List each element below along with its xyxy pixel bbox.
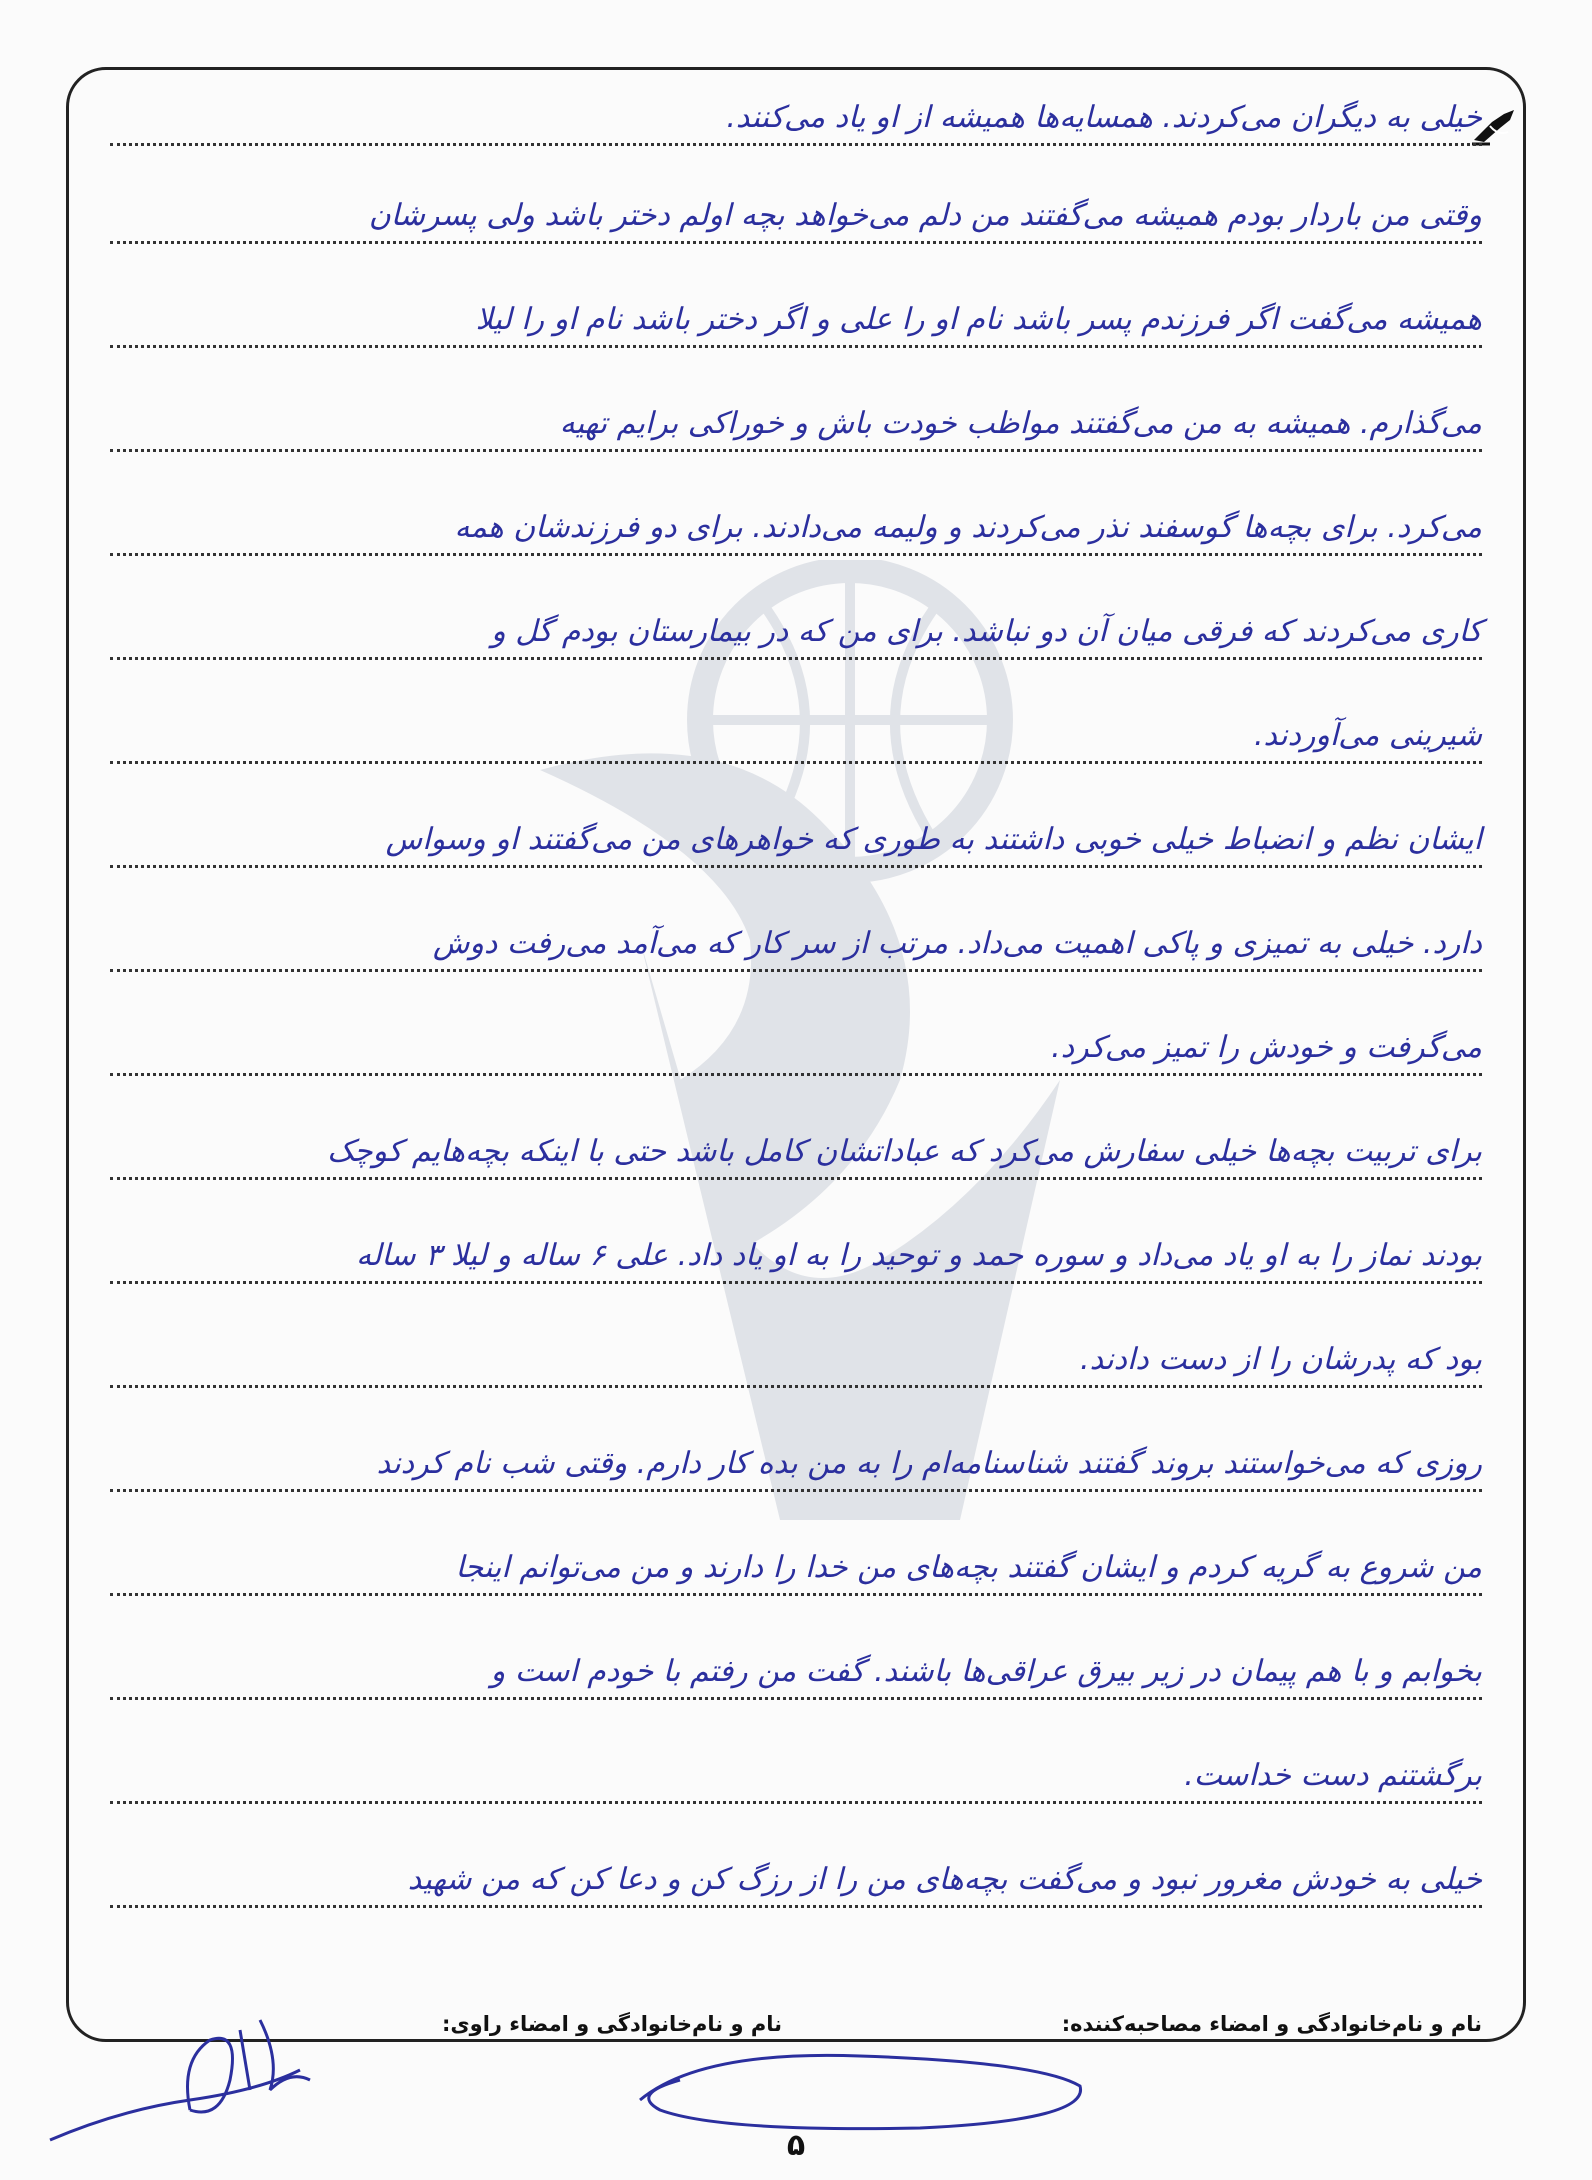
text-line bbox=[110, 1432, 1482, 1502]
text-line bbox=[110, 184, 1482, 254]
page-number: ۵ bbox=[786, 2128, 806, 2163]
line-text: روزی که می‌خواستند بروند گفتند شناسنامه‌ام را به من بده کار دارم. وقتی شب نام کردند bbox=[376, 1446, 1482, 1481]
text-line bbox=[110, 1744, 1482, 1814]
text-line bbox=[110, 704, 1482, 774]
text-line bbox=[110, 1016, 1482, 1086]
line-text: خیلی به دیگران می‌کردند. همسایه‌ها همیشه از او یاد می‌کنند. bbox=[726, 100, 1482, 135]
narrator-signature-label: نام و نام‌خانوادگی و امضاء راوی: bbox=[442, 2012, 782, 2036]
line-text: شیرینی می‌آوردند. bbox=[1253, 718, 1482, 753]
line-text: برای تربیت بچه‌ها خیلی سفارش می‌کرد که عباداتشان کامل باشد حتی با اینکه بچه‌هایم کوچک bbox=[327, 1134, 1482, 1169]
line-text: می‌کرد. برای بچه‌ها گوسفند نذر می‌کردند و ولیمه می‌دادند. برای دو فرزندشان همه bbox=[454, 510, 1482, 545]
line-text: من شروع به گریه کردم و ایشان گفتند بچه‌های من خدا را دارند و من می‌توانم اینجا bbox=[455, 1550, 1482, 1585]
handwritten-lines bbox=[110, 0, 1482, 2180]
line-text: می‌گرفت و خودش را تمیز می‌کرد. bbox=[1051, 1030, 1482, 1065]
line-text: بودند نماز را به او یاد می‌داد و سوره حمد و توحید را به او یاد داد. علی ۶ ساله و لیلا ۳ ساله bbox=[356, 1238, 1482, 1273]
line-text: ایشان نظم و انضباط خیلی خوبی داشتند به طوری که خواهرهای من می‌گفتند او وسواس bbox=[385, 822, 1482, 857]
text-line bbox=[110, 1640, 1482, 1710]
text-line bbox=[110, 1848, 1482, 1918]
text-line bbox=[110, 808, 1482, 878]
text-line bbox=[110, 1224, 1482, 1294]
text-line bbox=[110, 1536, 1482, 1606]
text-line bbox=[110, 1328, 1482, 1398]
line-text: همیشه می‌گفت اگر فرزندم پسر باشد نام او را علی و اگر دختر باشد نام او را لیلا bbox=[475, 302, 1482, 337]
line-text: خیلی به خودش مغرور نبود و می‌گفت بچه‌های من را از رزگ کن و دعا کن که من شهید bbox=[407, 1862, 1482, 1897]
line-text: دارد. خیلی به تمیزی و پاکی اهمیت می‌داد. مرتب از سر کار که می‌آمد می‌رفت دوش bbox=[432, 926, 1482, 961]
line-text: کاری می‌کردند که فرقی میان آن دو نباشد. برای من که در بیمارستان بودم گل و bbox=[491, 614, 1482, 649]
line-text: بود که پدرشان را از دست دادند. bbox=[1080, 1342, 1482, 1377]
line-text: بخوابم و با هم پیمان در زیر بیرق عراقی‌ها باشند. گفت من رفتم با خودم است و bbox=[490, 1654, 1482, 1689]
pen-scribble bbox=[620, 2040, 1100, 2140]
line-text: می‌گذارم. همیشه به من می‌گفتند مواظب خودت باش و خوراکی برایم تهیه bbox=[559, 406, 1482, 441]
text-line bbox=[110, 86, 1482, 156]
text-line bbox=[110, 600, 1482, 670]
text-line bbox=[110, 496, 1482, 566]
text-line bbox=[110, 392, 1482, 462]
text-line bbox=[110, 912, 1482, 982]
text-line bbox=[110, 288, 1482, 358]
line-text: برگشتنم دست خداست. bbox=[1184, 1758, 1482, 1793]
text-line bbox=[110, 1120, 1482, 1190]
interviewer-signature-label: نام و نام‌خانوادگی و امضاء مصاحبه‌کننده: bbox=[1061, 2012, 1482, 2036]
line-text: وقتی من باردار بودم همیشه می‌گفتند من دلم می‌خواهد بچه اولم دختر باشد ولی پسرشان bbox=[368, 198, 1482, 233]
